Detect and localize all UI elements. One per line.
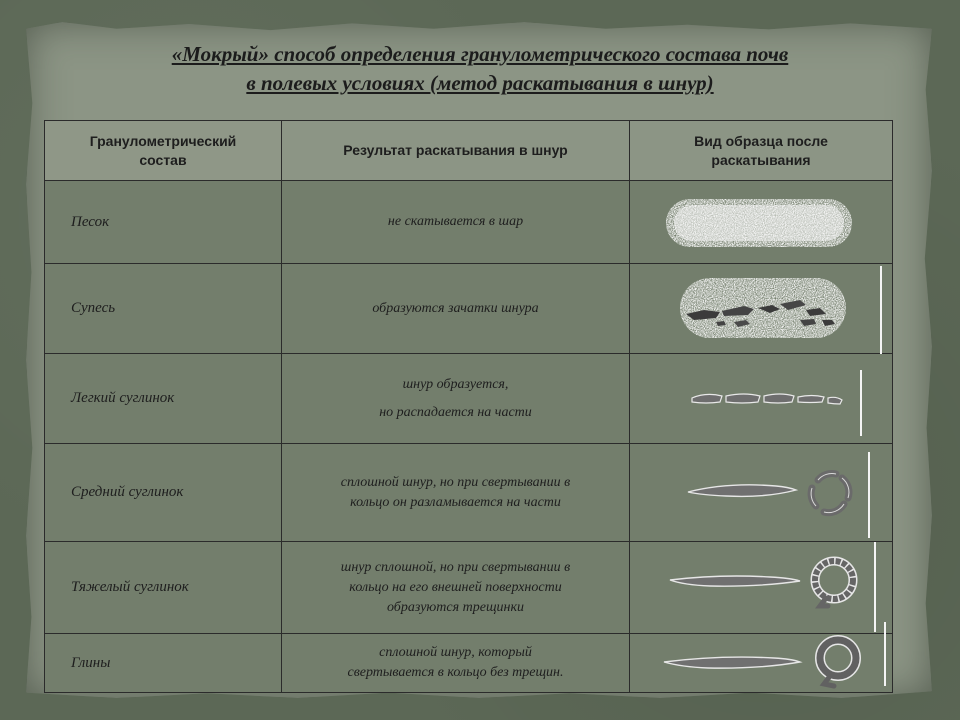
row-result-line: но распадается на части <box>379 404 532 420</box>
cord-and-cracked-ring-icon <box>630 542 892 633</box>
row-result-line: кольцо на его внешней поверхности <box>349 579 562 595</box>
row-result <box>282 542 630 634</box>
row-result <box>282 181 630 264</box>
white-marker-line <box>860 370 862 436</box>
row-name: Средний суглинок <box>45 444 282 542</box>
row-name: Тяжелый суглинок <box>45 542 282 634</box>
row-result <box>282 444 630 542</box>
table-row <box>45 354 893 444</box>
row-result <box>282 264 630 354</box>
cord-and-broken-ring-icon <box>630 444 892 541</box>
row-name: Супесь <box>45 264 282 354</box>
white-marker-line <box>884 622 886 686</box>
table-row <box>45 181 893 264</box>
row-result-line: не скатывается в шар <box>387 214 524 229</box>
row-sample <box>630 181 893 264</box>
white-marker-line <box>880 266 882 358</box>
header-composition-line-1: Гранулометрический <box>89 132 237 149</box>
soil-texture-table <box>44 120 893 693</box>
header-composition <box>45 121 282 181</box>
page-title <box>40 40 920 98</box>
table-row <box>45 634 893 693</box>
row-name: Глины <box>45 634 282 693</box>
row-result <box>282 354 630 444</box>
row-sample <box>630 354 893 444</box>
row-sample <box>630 444 893 542</box>
row-result-line: сплошной шнур, который <box>379 645 532 660</box>
row-result-line: свертывается в кольцо без трещин. <box>347 665 564 680</box>
cord-and-solid-ring-icon <box>630 634 892 692</box>
row-sample <box>630 634 893 693</box>
header-sample-line-1: Вид образца после <box>694 132 828 149</box>
row-result-line: образуются зачатки шнура <box>372 300 539 316</box>
header-result: Результат раскатывания в шнур <box>282 121 630 181</box>
row-result-line: сплошной шнур, но при свертывании в <box>340 474 571 490</box>
broken-cord-icon <box>630 354 892 443</box>
header-sample <box>630 121 893 181</box>
title-line-1: «Мокрый» способ определения гранулометрического состава почв <box>171 42 789 66</box>
row-name: Песок <box>45 181 282 264</box>
sand-blob-icon <box>630 181 892 263</box>
title-line-2: в полевых условиях (метод раскатывания в шнур) <box>246 71 714 95</box>
table-row <box>45 542 893 634</box>
row-result <box>282 634 630 693</box>
row-result-line: шнур образуется, <box>402 376 509 392</box>
row-sample <box>630 264 893 354</box>
row-result-line: шнур сплошной, но при свертывании в <box>340 559 571 575</box>
row-sample <box>630 542 893 634</box>
white-marker-line <box>868 452 870 538</box>
header-composition-line-2: состав <box>139 151 187 168</box>
table-row <box>45 444 893 542</box>
white-marker-line <box>874 542 876 632</box>
row-result-line: кольцо он разламывается на части <box>350 494 561 510</box>
header-sample-line-2: раскатывания <box>711 151 811 168</box>
table-row <box>45 264 893 354</box>
table-header-row <box>45 121 893 181</box>
row-result-line: образуются трещинки <box>386 599 525 615</box>
sandy-loam-rudiments-icon <box>630 264 892 353</box>
row-name: Легкий суглинок <box>45 354 282 444</box>
